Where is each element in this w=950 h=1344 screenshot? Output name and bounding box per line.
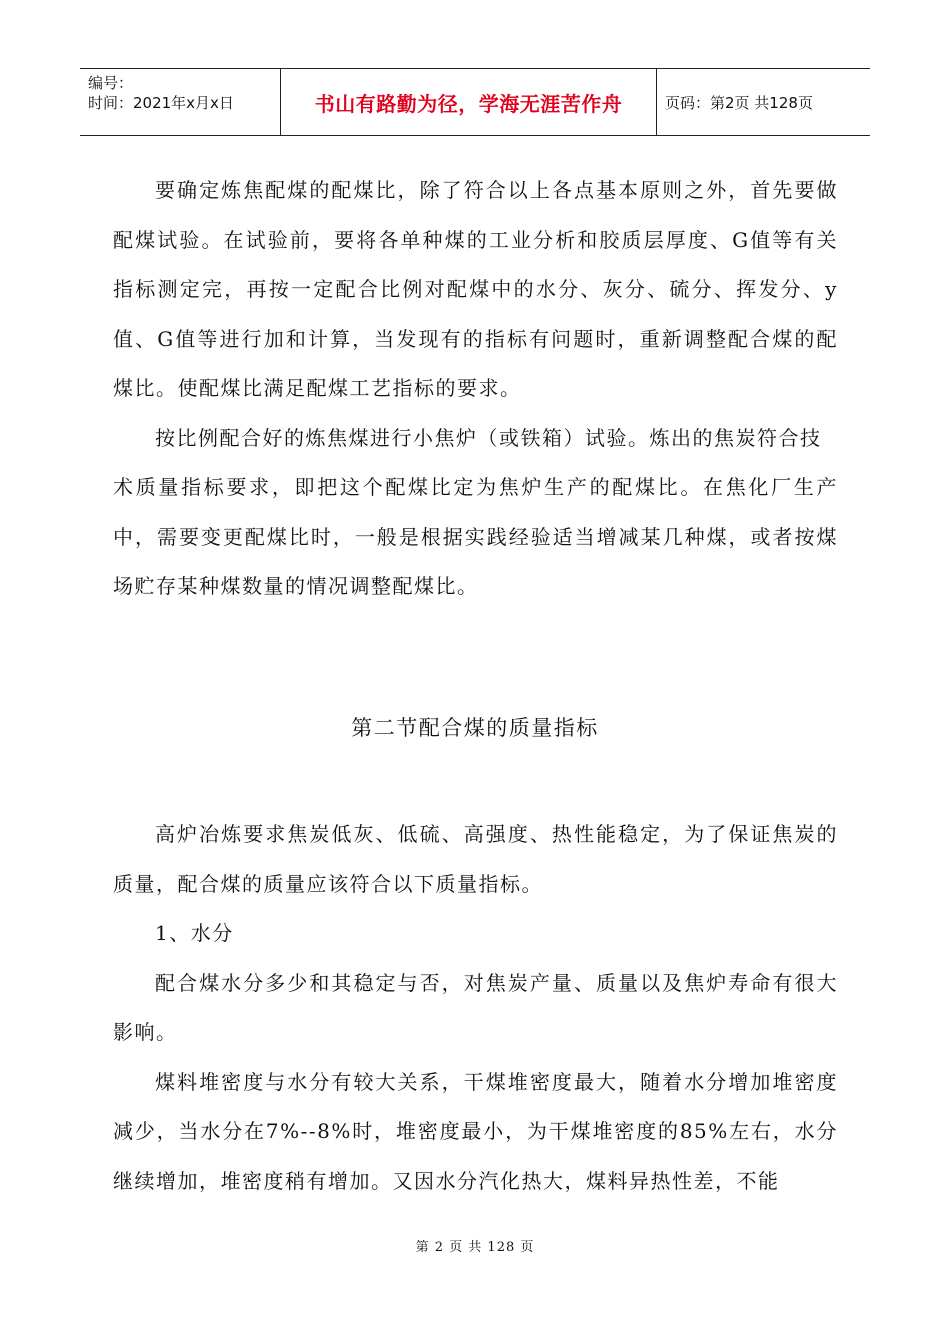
header-page-info: 页码：第2页 共128页 bbox=[665, 93, 813, 112]
header-motto: 书山有路勤为径，学海无涯苦作舟 bbox=[281, 69, 657, 135]
section-title: 第二节配合煤的质量指标 bbox=[351, 716, 599, 740]
header-meta-cell bbox=[80, 69, 281, 135]
header-table bbox=[80, 68, 870, 136]
document-number-label: 编号： bbox=[88, 74, 134, 92]
document-time-label: 时间：2021年x月x日 bbox=[88, 94, 234, 112]
page-footer: 第 2 页 共 128 页 bbox=[415, 1240, 535, 1255]
paragraph-2b: 术质量指标要求，即把这个配煤比定为焦炉生产的配煤比。在焦化厂生产中，需要变更配煤比时，一般是根据实践经验适当增减某几种煤，或者按煤场贮存某种煤数量的情况调整配煤比。 bbox=[113, 475, 838, 598]
list-item-water: 1、水分 bbox=[155, 921, 234, 945]
document-body-bottom bbox=[113, 810, 838, 1206]
paragraph-4: 配合煤水分多少和其稳定与否，对焦炭产量、质量以及焦炉寿命有很大影响。 bbox=[113, 970, 838, 1044]
paragraph-2a: 按比例配合好的炼焦煤进行小焦炉（或铁箱）试验。炼出的焦炭符合技 bbox=[155, 425, 822, 450]
document-body-top bbox=[113, 166, 838, 612]
paragraph-1: 要确定炼焦配煤的配煤比，除了符合以上各点基本原则之外，首先要做配煤试验。在试验前，要将各单种煤的工业分析和胶质层厚度、G值等有关指标测定完，再按一定配合比例对配煤中的水分、灰分、硫分、挥发分、y值、G值等进行加和计算，当发现有的指标有问题时，重新调整配合煤的配煤比。使配煤比满足配煤工艺指标的要求。 bbox=[113, 178, 838, 400]
paragraph-5: 煤料堆密度与水分有较大关系，干煤堆密度最大，随着水分增加堆密度减少，当水分在7%--8%时，堆密度最小，为干煤堆密度的85%左右，水分继续增加，堆密度稍有增加。又因水分汽化热大，煤料异热性差，不能 bbox=[113, 1069, 838, 1193]
paragraph-3: 高炉冶炼要求焦炭低灰、低硫、高强度、热性能稳定，为了保证焦炭的质量，配合煤的质量应该符合以下质量指标。 bbox=[113, 822, 838, 896]
